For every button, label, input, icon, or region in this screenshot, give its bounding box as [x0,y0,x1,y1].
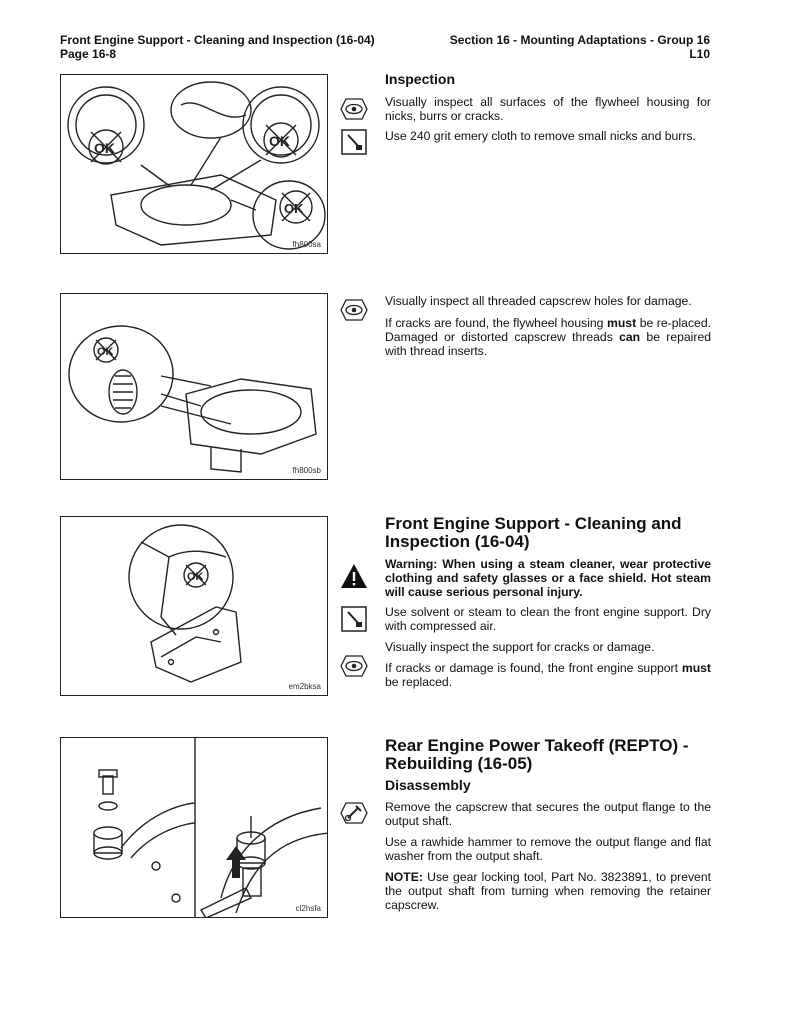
front-support-text-1: Use solvent or steam to clean the front engine support. Dry with compressed air. [385,605,711,633]
capscrew-text-1: Visually inspect all threaded capscrew holes for damage. [385,294,692,308]
figure-code: em2bksa [288,682,321,691]
eye-icon [340,96,368,122]
repto-note: NOTE: Use gear locking tool, Part No. 3823891, to prevent the output shaft from turning when removing the retainer capscrew. [385,870,711,912]
svg-text:OK: OK [94,140,115,156]
inspection-text-2: Use 240 grit emery cloth to remove small nicks and burrs. [385,129,696,143]
svg-text:OK: OK [187,571,204,583]
figure-capscrew-holes [60,293,328,480]
svg-text:OK: OK [97,346,114,358]
eye-icon [340,653,368,679]
repto-heading: Rear Engine Power Takeoff (REPTO) - Rebuilding (16-05) [385,736,689,773]
figure-code: fh800sa [292,240,321,249]
flywheel-housing-illustration [61,75,328,254]
capscrew-holes-illustration [61,294,328,480]
header-right [450,33,710,61]
capscrew-text-2: If cracks are found, the flywheel housing must be re-placed. Damaged or distorted capscrew threads can be repaired with thread inserts. [385,316,711,358]
svg-text:OK: OK [284,201,304,216]
header-doc-title: Front Engine Support - Cleaning and Inspection (16-04) [60,33,375,47]
front-support-heading: Front Engine Support - Cleaning and Inspection (16-04) [385,514,682,551]
inspection-text-1: Visually inspect all surfaces of the flywheel housing for nicks, burrs or cracks. [385,95,711,123]
header-model: L10 [689,47,710,61]
repto-text-1: Remove the capscrew that secures the output flange to the output shaft. [385,800,711,828]
cleaning-icon [340,606,368,632]
figure-repto-disassembly [60,737,328,918]
steam-cleaner-warning: Warning: When using a steam cleaner, wear protective clothing and safety glasses or a face shield. Hot steam will cause serious personal injury. [385,557,711,599]
eye-icon [340,297,368,323]
header-page-number: Page 16-8 [60,47,117,61]
figure-code: cl2hsfa [295,904,321,913]
figure-flywheel-housing-surfaces [60,74,328,254]
front-support-text-2: Visually inspect the support for cracks or damage. [385,640,655,654]
svg-text:OK: OK [269,133,290,149]
inspection-heading: Inspection [385,71,456,87]
warning-icon [340,563,368,589]
repto-text-2: Use a rawhide hammer to remove the output flange and flat washer from the output shaft. [385,835,711,863]
front-engine-support-illustration [61,517,328,696]
wrench-icon [340,800,368,826]
disassembly-subheading: Disassembly [385,777,471,793]
front-support-text-3: If cracks or damage is found, the front engine support must be replaced. [385,661,711,689]
header-section-title: Section 16 - Mounting Adaptations - Group 16 [449,33,710,47]
repto-disassembly-illustration [61,738,328,918]
cleaning-icon [340,129,368,155]
figure-front-engine-support [60,516,328,696]
figure-code: fh800sb [292,466,321,475]
header-left [60,33,375,61]
